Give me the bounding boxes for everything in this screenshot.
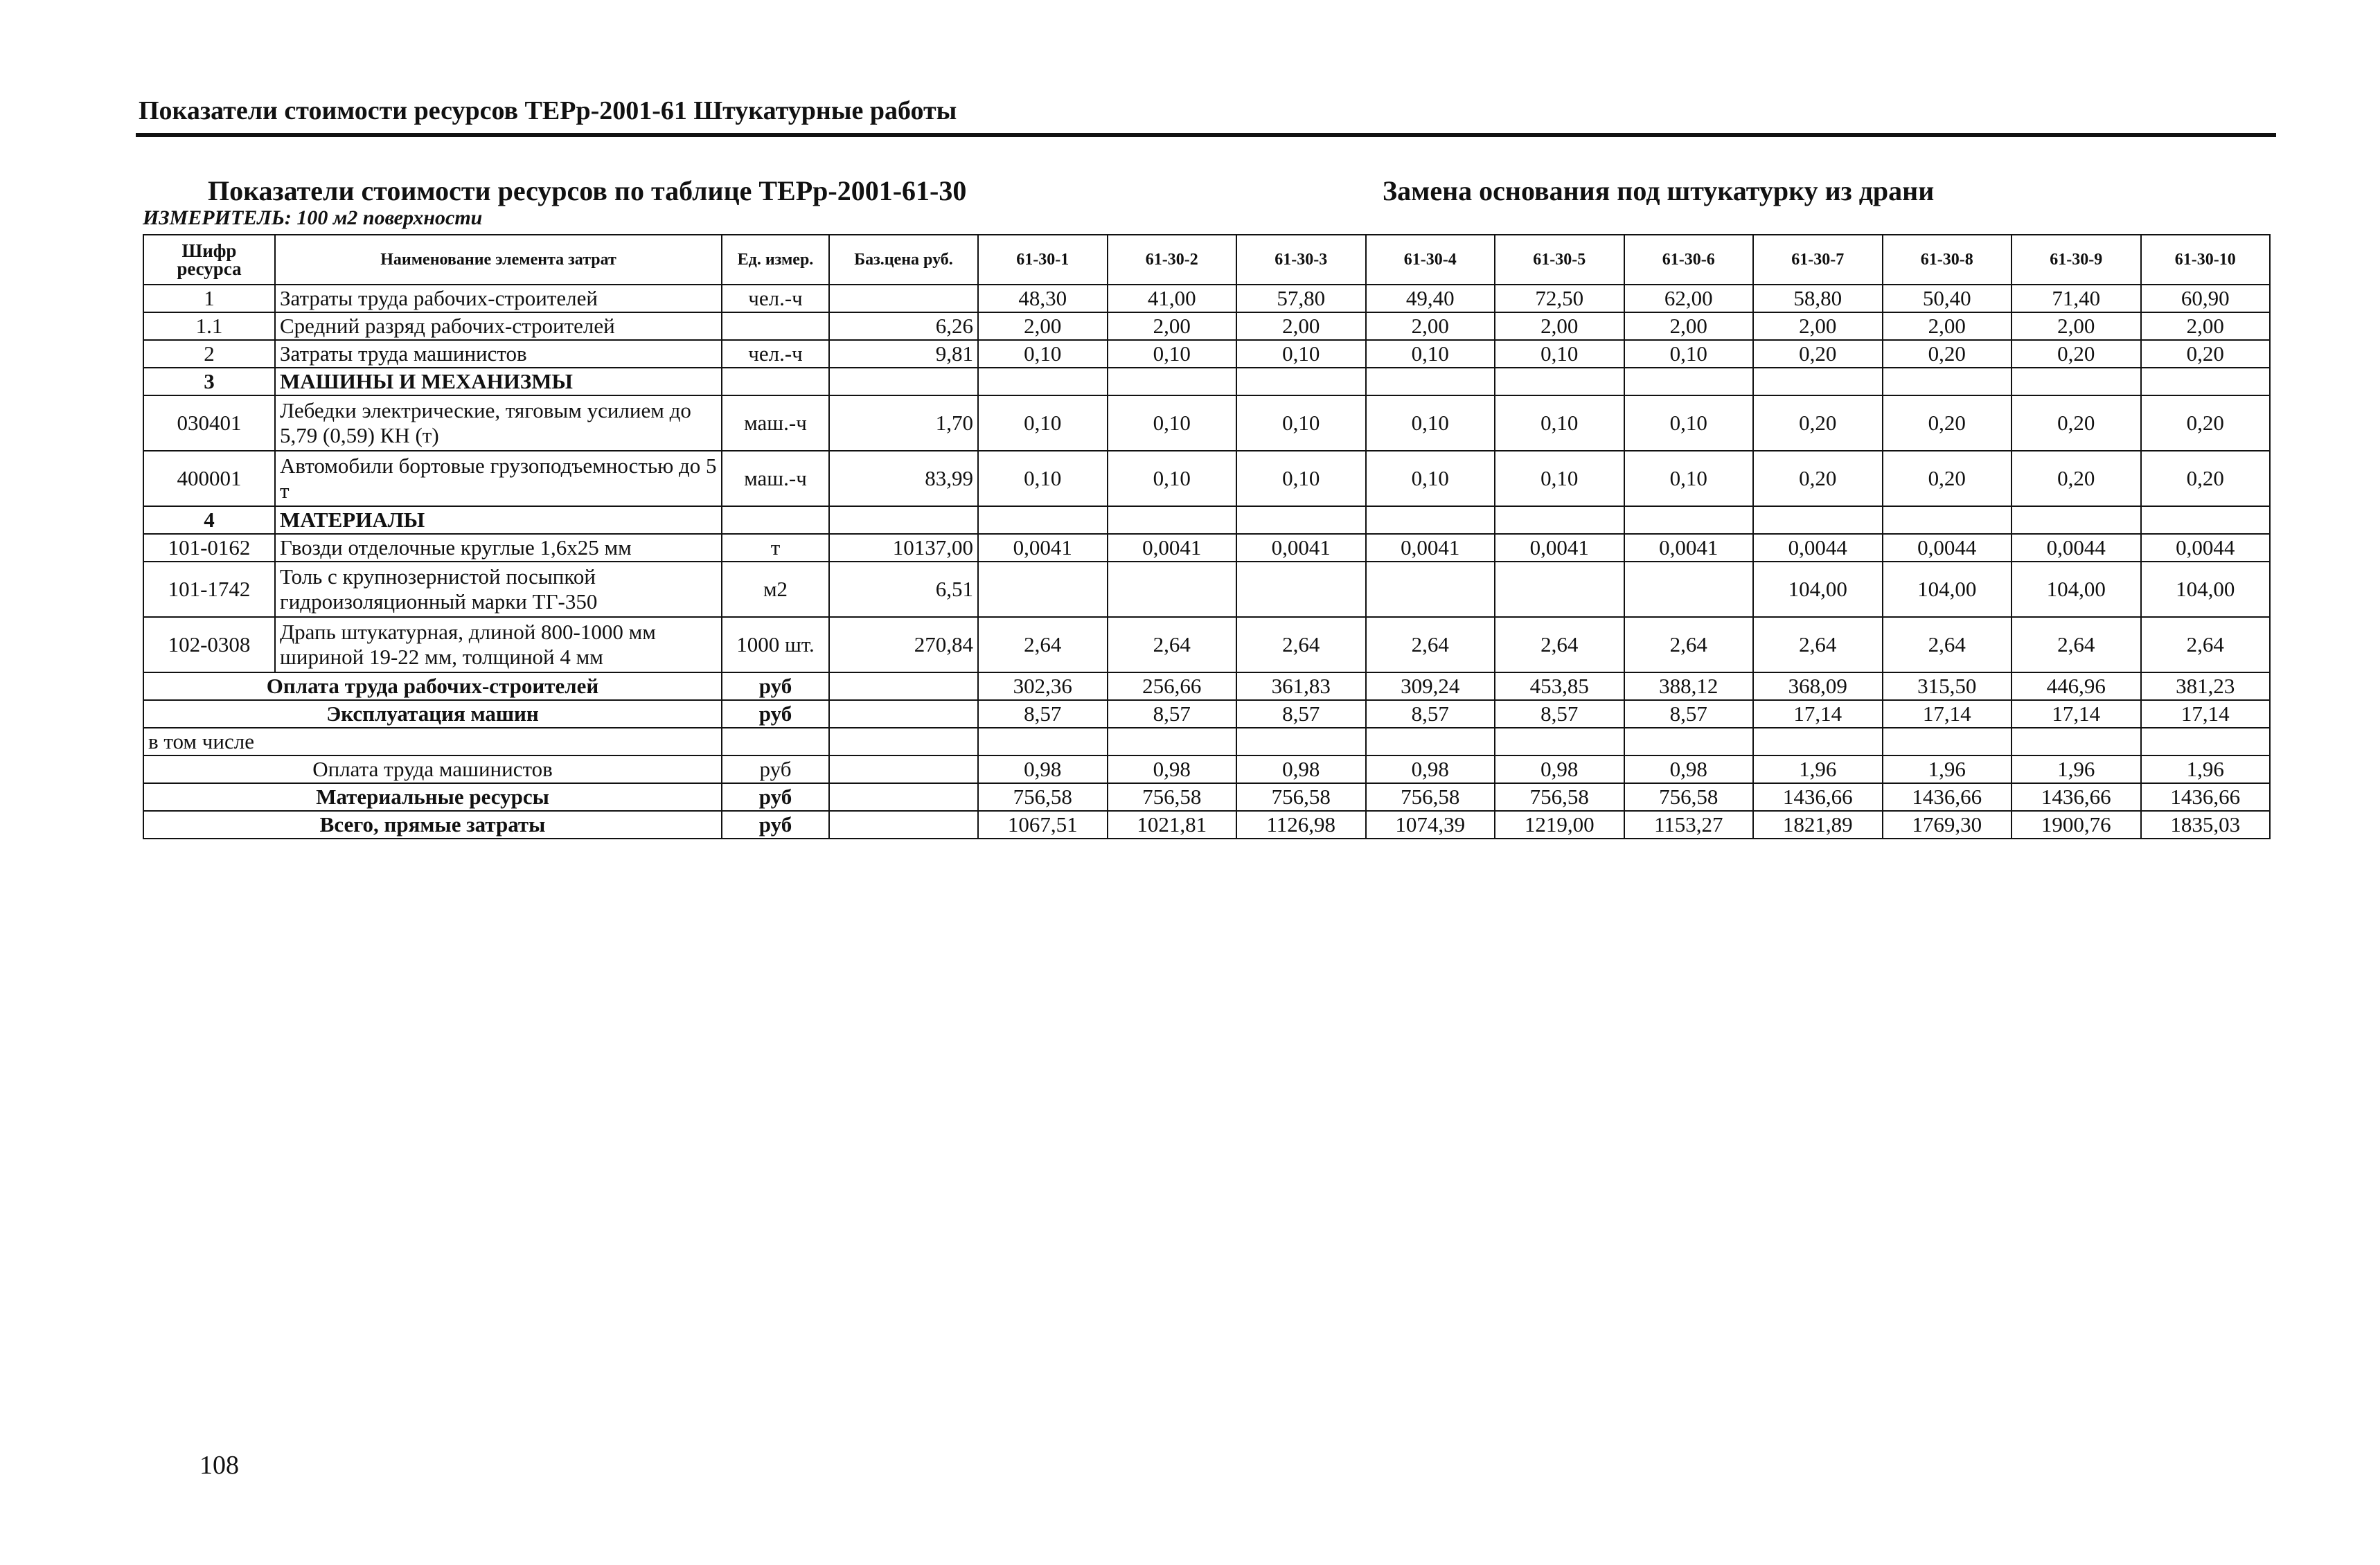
row-value [1495, 368, 1624, 395]
row-value: 0,10 [1495, 451, 1624, 506]
summary-value: 1436,66 [2012, 783, 2141, 811]
summary-price [829, 672, 978, 700]
page-number: 108 [199, 1451, 239, 1480]
header-name: Наименование элемента затрат [275, 235, 722, 285]
row-code: 1 [143, 285, 275, 312]
row-price: 270,84 [829, 617, 978, 672]
row-value: 2,00 [1366, 312, 1495, 340]
row-value: 0,10 [978, 395, 1108, 451]
row-code: 400001 [143, 451, 275, 506]
summary-label: Всего, прямые затраты [143, 811, 722, 839]
row-unit: чел.-ч [722, 340, 829, 368]
summary-unit: руб [722, 811, 829, 839]
summary-value: 8,57 [1624, 700, 1754, 728]
row-name: Драпь штукатурная, длиной 800-1000 мм шириной 19-22 мм, толщиной 4 мм [275, 617, 722, 672]
summary-value: 453,85 [1495, 672, 1624, 700]
row-value: 0,10 [1108, 395, 1237, 451]
summary-value: 1,96 [2141, 755, 2271, 783]
row-price: 83,99 [829, 451, 978, 506]
summary-value: 1,96 [2012, 755, 2141, 783]
summary-value [1753, 728, 1883, 755]
row-value [1495, 506, 1624, 534]
summary-value [1624, 728, 1754, 755]
row-code: 2 [143, 340, 275, 368]
row-value: 2,00 [1883, 312, 2012, 340]
row-value [1108, 368, 1237, 395]
row-unit: маш.-ч [722, 451, 829, 506]
summary-value: 8,57 [978, 700, 1108, 728]
row-value: 0,20 [1883, 451, 2012, 506]
row-value: 2,64 [1753, 617, 1883, 672]
row-value: 104,00 [1883, 562, 2012, 617]
summary-value: 1126,98 [1236, 811, 1366, 839]
row-value [1753, 506, 1883, 534]
row-value: 0,10 [1236, 451, 1366, 506]
row-value: 0,20 [1753, 340, 1883, 368]
summary-label: Оплата труда машинистов [143, 755, 722, 783]
row-value: 0,20 [2141, 340, 2271, 368]
summary-value: 756,58 [1495, 783, 1624, 811]
row-value: 0,10 [1366, 451, 1495, 506]
summary-value: 1835,03 [2141, 811, 2271, 839]
row-value: 104,00 [2012, 562, 2141, 617]
summary-value: 368,09 [1753, 672, 1883, 700]
table-subtitle: Замена основания под штукатурку из драни [1383, 175, 1935, 206]
row-value: 72,50 [1495, 285, 1624, 312]
row-value: 0,20 [1883, 340, 2012, 368]
row-code: 101-0162 [143, 534, 275, 562]
row-value: 2,00 [1624, 312, 1754, 340]
table-header-row [143, 235, 2270, 285]
row-value [2012, 506, 2141, 534]
row-value: 60,90 [2141, 285, 2271, 312]
summary-unit: руб [722, 700, 829, 728]
row-value: 0,20 [1753, 451, 1883, 506]
summary-value: 17,14 [2012, 700, 2141, 728]
table-row [143, 312, 2270, 340]
row-code: 4 [143, 506, 275, 534]
row-value: 0,0044 [1753, 534, 1883, 562]
row-value: 0,0041 [1495, 534, 1624, 562]
summary-value: 1,96 [1883, 755, 2012, 783]
row-value [1883, 368, 2012, 395]
table-row [143, 395, 2270, 451]
row-value: 57,80 [1236, 285, 1366, 312]
row-value: 0,10 [1495, 395, 1624, 451]
row-value [2141, 506, 2271, 534]
row-value: 58,80 [1753, 285, 1883, 312]
row-value: 0,10 [1236, 395, 1366, 451]
summary-value [978, 728, 1108, 755]
row-value: 2,00 [2141, 312, 2271, 340]
row-code: 3 [143, 368, 275, 395]
row-name: Толь с крупнозернистой посыпкой гидроизоляционный марки ТГ-350 [275, 562, 722, 617]
summary-value: 446,96 [2012, 672, 2141, 700]
summary-value: 1769,30 [1883, 811, 2012, 839]
row-value: 0,10 [1624, 340, 1754, 368]
document-header: Показатели стоимости ресурсов ТЕРр-2001-61 Штукатурные работы [139, 96, 957, 125]
row-value: 0,10 [1366, 395, 1495, 451]
header-rule [136, 133, 2276, 137]
row-value: 2,00 [1236, 312, 1366, 340]
header-item: 61-30-5 [1495, 235, 1624, 285]
summary-value: 0,98 [1366, 755, 1495, 783]
row-price: 10137,00 [829, 534, 978, 562]
row-value: 0,20 [2141, 451, 2271, 506]
row-value: 0,0041 [1108, 534, 1237, 562]
summary-value: 756,58 [1108, 783, 1237, 811]
row-value: 0,20 [2012, 340, 2141, 368]
row-unit: м2 [722, 562, 829, 617]
row-name: Затраты труда рабочих-строителей [275, 285, 722, 312]
summary-value: 0,98 [1624, 755, 1754, 783]
summary-value [1495, 728, 1624, 755]
summary-value [1108, 728, 1237, 755]
table-row [143, 340, 2270, 368]
row-value: 0,20 [2012, 395, 2141, 451]
row-value [1753, 368, 1883, 395]
summary-value: 1021,81 [1108, 811, 1237, 839]
row-value: 2,00 [1495, 312, 1624, 340]
row-value [2012, 368, 2141, 395]
summary-row-total [143, 811, 2270, 839]
table-row [143, 617, 2270, 672]
summary-value [2012, 728, 2141, 755]
summary-value: 381,23 [2141, 672, 2271, 700]
row-unit: 1000 шт. [722, 617, 829, 672]
row-value [1883, 506, 2012, 534]
row-value: 0,10 [978, 451, 1108, 506]
summary-value: 1436,66 [1883, 783, 2012, 811]
summary-price [829, 755, 978, 783]
summary-price [829, 783, 978, 811]
row-value: 0,0041 [978, 534, 1108, 562]
row-value [1624, 562, 1754, 617]
summary-price [829, 728, 978, 755]
row-value: 104,00 [1753, 562, 1883, 617]
row-value: 0,10 [1495, 340, 1624, 368]
row-value: 50,40 [1883, 285, 2012, 312]
summary-value [2141, 728, 2271, 755]
row-value: 2,64 [2141, 617, 2271, 672]
row-code: 030401 [143, 395, 275, 451]
row-value [1366, 368, 1495, 395]
summary-value: 309,24 [1366, 672, 1495, 700]
row-value: 71,40 [2012, 285, 2141, 312]
summary-price [829, 700, 978, 728]
row-value: 0,20 [1753, 395, 1883, 451]
summary-value: 8,57 [1236, 700, 1366, 728]
summary-value: 17,14 [2141, 700, 2271, 728]
row-value [1236, 506, 1366, 534]
summary-label: Оплата труда рабочих-строителей [143, 672, 722, 700]
header-code: Шифр ресурса [143, 235, 275, 285]
row-value: 2,64 [1236, 617, 1366, 672]
header-item: 61-30-1 [978, 235, 1108, 285]
row-name: Затраты труда машинистов [275, 340, 722, 368]
resource-table [143, 234, 2271, 839]
header-item: 61-30-6 [1624, 235, 1754, 285]
summary-value: 256,66 [1108, 672, 1237, 700]
summary-value: 1219,00 [1495, 811, 1624, 839]
summary-value: 1,96 [1753, 755, 1883, 783]
row-value [1108, 506, 1237, 534]
row-value: 2,00 [1753, 312, 1883, 340]
row-value: 0,0041 [1236, 534, 1366, 562]
summary-value: 1067,51 [978, 811, 1108, 839]
row-name: Автомобили бортовые грузоподъемностью до 5 т [275, 451, 722, 506]
row-value: 62,00 [1624, 285, 1754, 312]
row-price [829, 368, 978, 395]
summary-row [143, 783, 2270, 811]
summary-value: 1900,76 [2012, 811, 2141, 839]
row-code: 102-0308 [143, 617, 275, 672]
row-value: 0,10 [1366, 340, 1495, 368]
row-unit: чел.-ч [722, 285, 829, 312]
section-row-machines [143, 368, 2270, 395]
table-title: Показатели стоимости ресурсов по таблице ТЕРр-2001-61-30 [208, 175, 967, 206]
row-value: 2,00 [978, 312, 1108, 340]
row-value: 49,40 [1366, 285, 1495, 312]
summary-label: Эксплуатация машин [143, 700, 722, 728]
row-value: 0,0044 [2141, 534, 2271, 562]
row-value: 2,64 [1366, 617, 1495, 672]
row-unit: т [722, 534, 829, 562]
summary-label: в том числе [143, 728, 722, 755]
row-price [829, 285, 978, 312]
summary-unit: руб [722, 755, 829, 783]
summary-value [1236, 728, 1366, 755]
row-unit: маш.-ч [722, 395, 829, 451]
row-value: 41,00 [1108, 285, 1237, 312]
summary-value: 1821,89 [1753, 811, 1883, 839]
row-price: 6,26 [829, 312, 978, 340]
row-price [829, 506, 978, 534]
header-item: 61-30-4 [1366, 235, 1495, 285]
summary-value: 8,57 [1495, 700, 1624, 728]
summary-value: 8,57 [1108, 700, 1237, 728]
summary-value: 1153,27 [1624, 811, 1754, 839]
summary-value: 1436,66 [2141, 783, 2271, 811]
summary-value: 0,98 [978, 755, 1108, 783]
row-value: 48,30 [978, 285, 1108, 312]
row-value: 0,20 [2012, 451, 2141, 506]
row-value: 0,0041 [1366, 534, 1495, 562]
summary-value [1883, 728, 2012, 755]
summary-value: 0,98 [1108, 755, 1237, 783]
table-row [143, 562, 2270, 617]
header-price: Баз.цена руб. [829, 235, 978, 285]
row-value: 0,10 [1108, 451, 1237, 506]
row-value [2141, 368, 2271, 395]
row-value: 2,64 [1883, 617, 2012, 672]
summary-row [143, 755, 2270, 783]
row-value: 0,10 [1236, 340, 1366, 368]
row-value [978, 562, 1108, 617]
summary-value: 17,14 [1753, 700, 1883, 728]
row-value [978, 506, 1108, 534]
summary-value: 1436,66 [1753, 783, 1883, 811]
table-row [143, 451, 2270, 506]
summary-unit [722, 728, 829, 755]
row-value: 2,00 [2012, 312, 2141, 340]
summary-unit: руб [722, 672, 829, 700]
row-value [978, 368, 1108, 395]
row-unit [722, 506, 829, 534]
summary-label: Материальные ресурсы [143, 783, 722, 811]
table-row [143, 285, 2270, 312]
row-value: 2,64 [1495, 617, 1624, 672]
summary-value: 361,83 [1236, 672, 1366, 700]
row-value: 2,64 [1108, 617, 1237, 672]
summary-price [829, 811, 978, 839]
summary-value [1366, 728, 1495, 755]
row-value: 0,0041 [1624, 534, 1754, 562]
row-value [1624, 506, 1754, 534]
summary-value: 17,14 [1883, 700, 2012, 728]
header-item: 61-30-7 [1753, 235, 1883, 285]
row-name: МАШИНЫ И МЕХАНИЗМЫ [275, 368, 722, 395]
section-row-materials [143, 506, 2270, 534]
table-row [143, 534, 2270, 562]
summary-row [143, 728, 2270, 755]
header-item: 61-30-9 [2012, 235, 2141, 285]
row-value: 104,00 [2141, 562, 2271, 617]
row-unit [722, 312, 829, 340]
row-value [1366, 506, 1495, 534]
row-price: 1,70 [829, 395, 978, 451]
row-value: 0,10 [978, 340, 1108, 368]
row-unit [722, 368, 829, 395]
row-value: 2,00 [1108, 312, 1237, 340]
row-name: Лебедки электрические, тяговым усилием до 5,79 (0,59) КН (т) [275, 395, 722, 451]
summary-value: 756,58 [978, 783, 1108, 811]
summary-row [143, 672, 2270, 700]
summary-value: 756,58 [1366, 783, 1495, 811]
row-value: 0,20 [2141, 395, 2271, 451]
row-code: 101-1742 [143, 562, 275, 617]
row-value [1108, 562, 1237, 617]
row-value: 2,64 [2012, 617, 2141, 672]
header-unit: Ед. измер. [722, 235, 829, 285]
summary-value: 1074,39 [1366, 811, 1495, 839]
row-value [1236, 562, 1366, 617]
row-price: 6,51 [829, 562, 978, 617]
row-value [1624, 368, 1754, 395]
header-item: 61-30-3 [1236, 235, 1366, 285]
row-name: Средний разряд рабочих-строителей [275, 312, 722, 340]
header-item: 61-30-10 [2141, 235, 2271, 285]
summary-value: 756,58 [1624, 783, 1754, 811]
row-value [1495, 562, 1624, 617]
row-value: 0,10 [1624, 451, 1754, 506]
row-value: 2,64 [1624, 617, 1754, 672]
row-value [1366, 562, 1495, 617]
summary-value: 756,58 [1236, 783, 1366, 811]
row-value: 0,10 [1624, 395, 1754, 451]
summary-value: 315,50 [1883, 672, 2012, 700]
summary-row [143, 700, 2270, 728]
summary-value: 302,36 [978, 672, 1108, 700]
row-name: МАТЕРИАЛЫ [275, 506, 722, 534]
row-value: 0,20 [1883, 395, 2012, 451]
row-value: 0,10 [1108, 340, 1237, 368]
row-value: 2,64 [978, 617, 1108, 672]
measure-unit: ИЗМЕРИТЕЛЬ: 100 м2 поверхности [143, 206, 483, 229]
row-value: 0,0044 [2012, 534, 2141, 562]
row-name: Гвозди отделочные круглые 1,6х25 мм [275, 534, 722, 562]
summary-value: 0,98 [1236, 755, 1366, 783]
summary-unit: руб [722, 783, 829, 811]
summary-value: 8,57 [1366, 700, 1495, 728]
row-code: 1.1 [143, 312, 275, 340]
row-value: 0,0044 [1883, 534, 2012, 562]
row-price: 9,81 [829, 340, 978, 368]
summary-value: 388,12 [1624, 672, 1754, 700]
header-item: 61-30-8 [1883, 235, 2012, 285]
header-item: 61-30-2 [1108, 235, 1237, 285]
summary-value: 0,98 [1495, 755, 1624, 783]
row-value [1236, 368, 1366, 395]
